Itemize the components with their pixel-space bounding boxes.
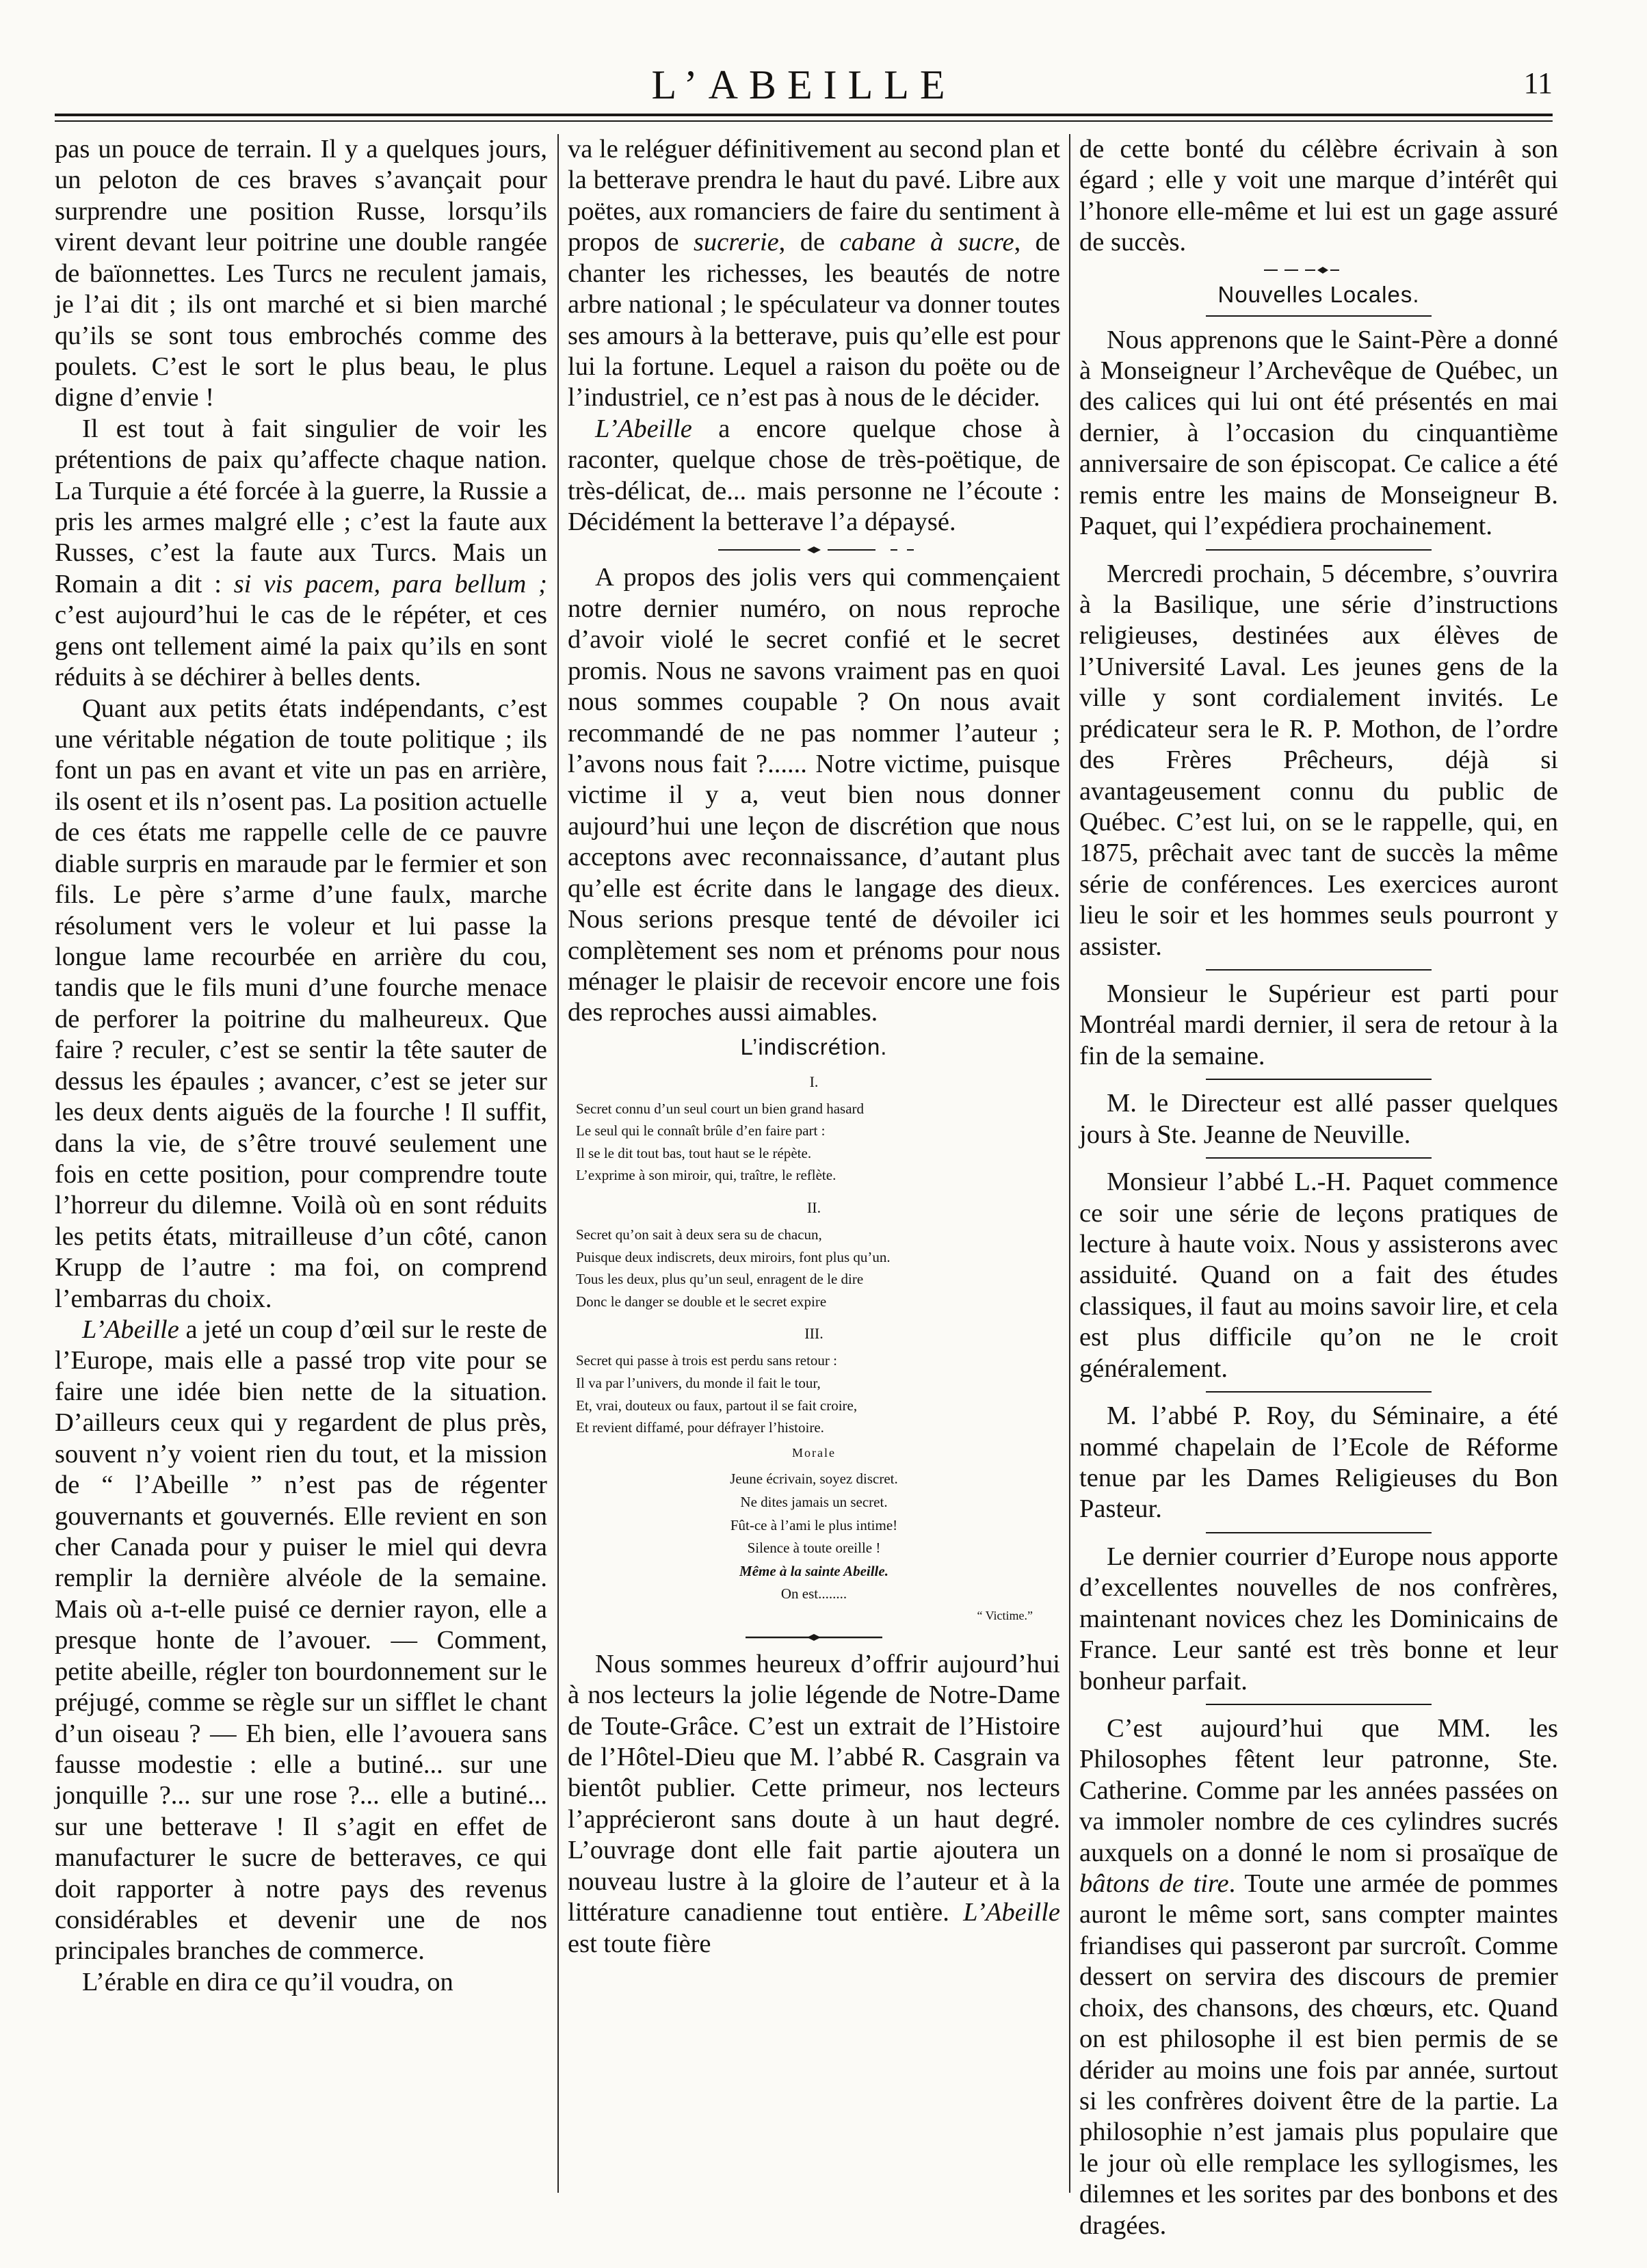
poem-line: Donc le danger se double et le secret expire [576,1293,827,1310]
publication-name: L’Abeille [595,414,692,443]
news-item: Nous apprenons que le Saint-Père a donné à Monseigneur l’Archevêque de Québec, un des calices qui lui ont été présentés en mai dernier, à l’occasion du cinquantième anniversaire de son épiscopat. Ce calice a été remis entre les mains de Monseigneur B. Paquet, qui l’expédiera prochainement. [1079,325,1558,541]
paragraph: L’Abeille a encore quelque chose à raconter, quelque chose de très-poëtique, de très-délicat, de... mais personne ne l’écoute : Décidément la betterave l’a dépaysé. [568,414,1060,537]
news-item: M. le Directeur est allé passer quelques jours à Ste. Jeanne de Neuville. [1079,1089,1558,1149]
paragraph: pas un pouce de terrain. Il y a quelques jours, un peloton de ces braves s’avançait pour surprendre une position Russe, lorsqu’ils virent devant leur poitrine une double rangée de baïonnettes. Les Turcs ne reculent jamais, je l’ai dit ; ils ont marché et si bien marché qu’ils se sont tous embrochés comme des poulets. C’est le sort le plus beau, le plus digne d’envie ! [55,135,547,412]
news-item: Le dernier courrier d’Europe nous apporte d’excellentes nouvelles de nos confrères, maintenant novices chez les Dominicains de France. Leur santé est très bonne et leur bonheur parfait. [1079,1542,1558,1696]
poem-line: Et revient diffamé, pour défrayer l’histoire. [576,1419,824,1436]
column-1 [55,134,547,2206]
rule [1206,549,1432,551]
poem-line: Et, vrai, douteux ou faux, partout il se fait croire, [576,1397,858,1414]
ornament-separator [568,1633,1060,1642]
moral-line: Fût-ce à l’ami le plus intime! [730,1516,898,1533]
poem-line: Tous les deux, plus qu’un seul, enragent de le dire [576,1271,864,1288]
moral-line: Silence à toute oreille ! [747,1540,881,1557]
poem-line: Le seul qui le connaît brûle d’en faire part : [576,1122,826,1139]
column-3 [1079,134,1558,2240]
paragraph: A propos des jolis vers qui commençaient notre dernier numéro, on nous reproche d’avoir violé le secret confié et le secret promis. Nous ne savons vraiment pas en quoi nous sommes coupable ? On nous avait recommandé de ne pas nommer l’auteur ; l’avons nous fait ?...... Notre victime, puisque victime il y a, veut bien nous donner aujourd’hui une leçon de discrétion que nous acceptons avec reconnaissance, d’autant plus qu’elle est écrite dans le langage des dieux. Nous serions presque tenté de dévoiler ici complètement ses nom et prénoms pour nous ménager le plaisir de recevoir encore une fois des reproches aussi aimables. [568,563,1060,1027]
rule [1206,1079,1432,1080]
news-item: Mercredi prochain, 5 décembre, s’ouvrira à la Basilique, une série d’instructions religieuses, destinées aux élèves de l’Université Laval. Les jeunes gens de la ville y sont cordialement invités. Le prédicateur sera le R. P. Mothon, de l’ordre des Frères Prêcheurs, déjà si avantageusement connu du public de Québec. C’est lui, on se le rappelle, qui, en 1875, prêchait avec tant de succès la même série de conférences. Les exercices auront lieu le soir et les hommes seuls pourront y assister. [1079,559,1558,961]
latin-quote: si vis pacem, para bellum ; [233,569,548,598]
ornament-separator [1079,265,1558,275]
header-rule-thick [55,114,1553,116]
paragraph: L’érable en dira ce qu’il voudra, on [82,1967,453,1996]
news-item: Monsieur l’abbé L.-H. Paquet commence ce soir une série de leçons pratiques de lecture à haute voix. Nous y assisterons avec assiduité. Quand on a fait des études classiques, il faut au moins savoir lire, et cela est plus difficile qu’on ne le croit généralement. [1079,1168,1558,1383]
paragraph: va le reléguer définitivement au second plan et la betterave prendra le haut du pavé. Libre aux poëtes, aux romanciers de faire du sentiment à propos de sucrerie, de cabane à sucre, de chanter les richesses, les beautés de notre arbre national ; le spéculateur va donner toutes ses amours à la betterave, puis qu’elle est pour lui la fortune. Lequel a raison du poëte ou de l’industriel, ce n’est pas à nous de le décider. [568,135,1060,412]
news-item: M. l’abbé P. Roy, du Séminaire, a été nommé chapelain de l’Ecole de Réforme tenue par les Dames Religieuses du Bon Pasteur. [1079,1401,1558,1524]
column-divider [1069,134,1070,2193]
paragraph: L’Abeille a jeté un coup d’œil sur le reste de l’Europe, mais elle a passé trop vite pour se faire une idée bien nette de la situation. D’ailleurs ceux qui y regardent de plus près, souvent n’y voient rien du tout, et la mission de “ l’Abeille ” n’est pas de régenter gouvernants et gouvernés. Elle revient en son cher Canada pour y puiser le miel qui devra remplir la dernière alvéole de la semaine. Mais où a-t-elle puisé ce dernier rayon, elle a presque honte de l’avouer. — Comment, petite abeille, régler ton bourdonnement sur le préjugé, comme se règle sur un sifflet le chant d’un oiseau ? — Eh bien, elle l’avouera sans fausse modestie : elle a butiné... sur une jonquille ?... sur une rose ?... elle a butiné... sur une betterave ! Il s’agit en effet de manufacturer le sucre de betteraves, ce qui doit rapporter à notre pays des revenus considérables et devenir une de nos principales branches de commerce. [55,1315,547,1966]
poem-line: Secret qui passe à trois est perdu sans retour : [576,1352,837,1369]
moral-line: Ne dites jamais un secret. [740,1493,888,1510]
publication-name: L’Abeille [963,1898,1060,1927]
moral-line: Jeune écrivain, soyez discret. [730,1471,898,1488]
poem-line: L’exprime à son miroir, qui, traître, le reflète. [576,1167,836,1184]
stanza-number: III. [804,1325,824,1343]
page-number: 11 [1523,66,1553,100]
rule [1206,1532,1432,1533]
poem [568,1070,1060,1439]
newspaper-title: L’ABEILLE [651,62,956,107]
poem-line: Secret qu’on sait à deux sera su de chacun, [576,1226,822,1243]
header-rule-thin [55,120,1553,122]
rule [1206,969,1432,971]
paragraph: de cette bonté du célèbre écrivain à son égard ; elle y voit une marque d’intérêt qui l’honore elle-même et lui est un gage assuré de succès. [1079,135,1558,257]
rule [1206,1391,1432,1393]
poem-line: Secret connu d’un seul court un bien grand hasard [576,1100,865,1117]
rule [1206,315,1432,317]
poem-signature: “ Victime.” [977,1608,1033,1622]
news-item: Monsieur le Supérieur est parti pour Montréal mardi dernier, il sera de retour à la fin de la semaine. [1079,979,1558,1070]
column-divider [557,134,559,2193]
rule [1206,1704,1432,1705]
poem-line: Il se le dit tout bas, tout haut se le répète. [576,1144,812,1161]
moral-line: Même à la sainte Abeille. [739,1562,888,1579]
paragraph: Il est tout à fait singulier de voir les prétentions de paix qu’affecte chaque nation. La Turquie a été forcée à la guerre, la Russie a pris les armes malgré elle ; c’est la faute aux Russes, c’est la faute aux Turcs. Mais un Romain a dit : si vis pacem, para bellum ; c’est aujourd’hui le cas de le répéter, et ces gens ont tellement aimé la paix qu’ils en sont réduits à se déchirer à belles dents. [55,414,548,692]
poem-moral [568,1443,1060,1626]
poem-line: Puisque deux indiscrets, deux miroirs, font plus qu’un. [576,1248,891,1265]
moral-heading: Morale [792,1445,836,1460]
masthead [55,62,1553,109]
column-2 [568,134,1060,2206]
poem-title: L’indiscrétion. [740,1033,888,1059]
rule [1206,1157,1432,1159]
moral-line: On est........ [780,1585,847,1603]
publication-name: L’Abeille [82,1315,179,1345]
poem-line: Il va par l’univers, du monde il fait le tour, [576,1374,821,1391]
paragraph: Nous sommes heureux d’offrir aujourd’hui à nos lecteurs la jolie légende de Notre-Dame de Toute-Grâce. C’est un extrait de l’Histoire de l’Hôtel-Dieu que M. l’abbé R. Casgrain va bientôt publier. Cette primeur, nos lecteurs l’apprécieront sans doute à un haut degré. L’ouvrage dont elle fait partie ajoutera un nouveau lustre à la gloire de l’auteur et à la littérature canadienne tout entière. L’Abeille est toute fière [568,1649,1060,1958]
ornament-separator [568,544,1060,555]
stanza-number: II. [806,1199,821,1217]
news-item: C’est aujourd’hui que MM. les Philosophes fêtent leur patronne, Ste. Catherine. Comme par les années passées on va immoler nombre de ces cylindres sucrés auxquels on a donné le nom si prosaïque de bâtons de tire. Toute une armée de pommes auront le même sort, sans compter maintes friandises qui passeront par surcroît. Comme dessert on servira des discours de premier choix, des chansons, des chœurs, etc. Quand on est philosophe il est bien permis de se dérider au moins une fois par année, surtout si les confrères doivent être de la partie. La philosophie n’est jamais plus populaire que le jour où elle remplace les syllogismes, les dilemnes et les sorites par des bonbons et des dragées. [1079,1713,1558,2240]
section-heading: Nouvelles Locales. [1217,281,1420,307]
paragraph: Quant aux petits états indépendants, c’est une véritable négation de toute politique ; ils font un pas en avant et vite un pas en arrière, ils osent et ils n’osent pas. La position actuelle de ces états me rappelle celle de ce pauvre diable surpris en maraude par le fermier et son fils. Le père s’arme d’une faulx, marche résolument vers le voleur et lui passe la longue lame recourbée en arrière du cou, tandis que le fils muni d’une fourche menace de perforer la poitrine du malheureux. Que faire ? reculer, c’est se sentir la tête sauter de dessus les épaules ; avancer, c’est se jeter sur les deux dents aiguës de la fourche ! Il suffit, dans la vie, de s’être trouvé seulement une fois en cette position, pour comprendre toute l’horreur du dilemne. Voilà où en sont réduits les petits états, mitrailleuse d’un côté, canon Krupp de l’autre : ma foi, on comprend l’embarras du choix. [55,694,547,1313]
stanza-number: I. [809,1072,819,1090]
